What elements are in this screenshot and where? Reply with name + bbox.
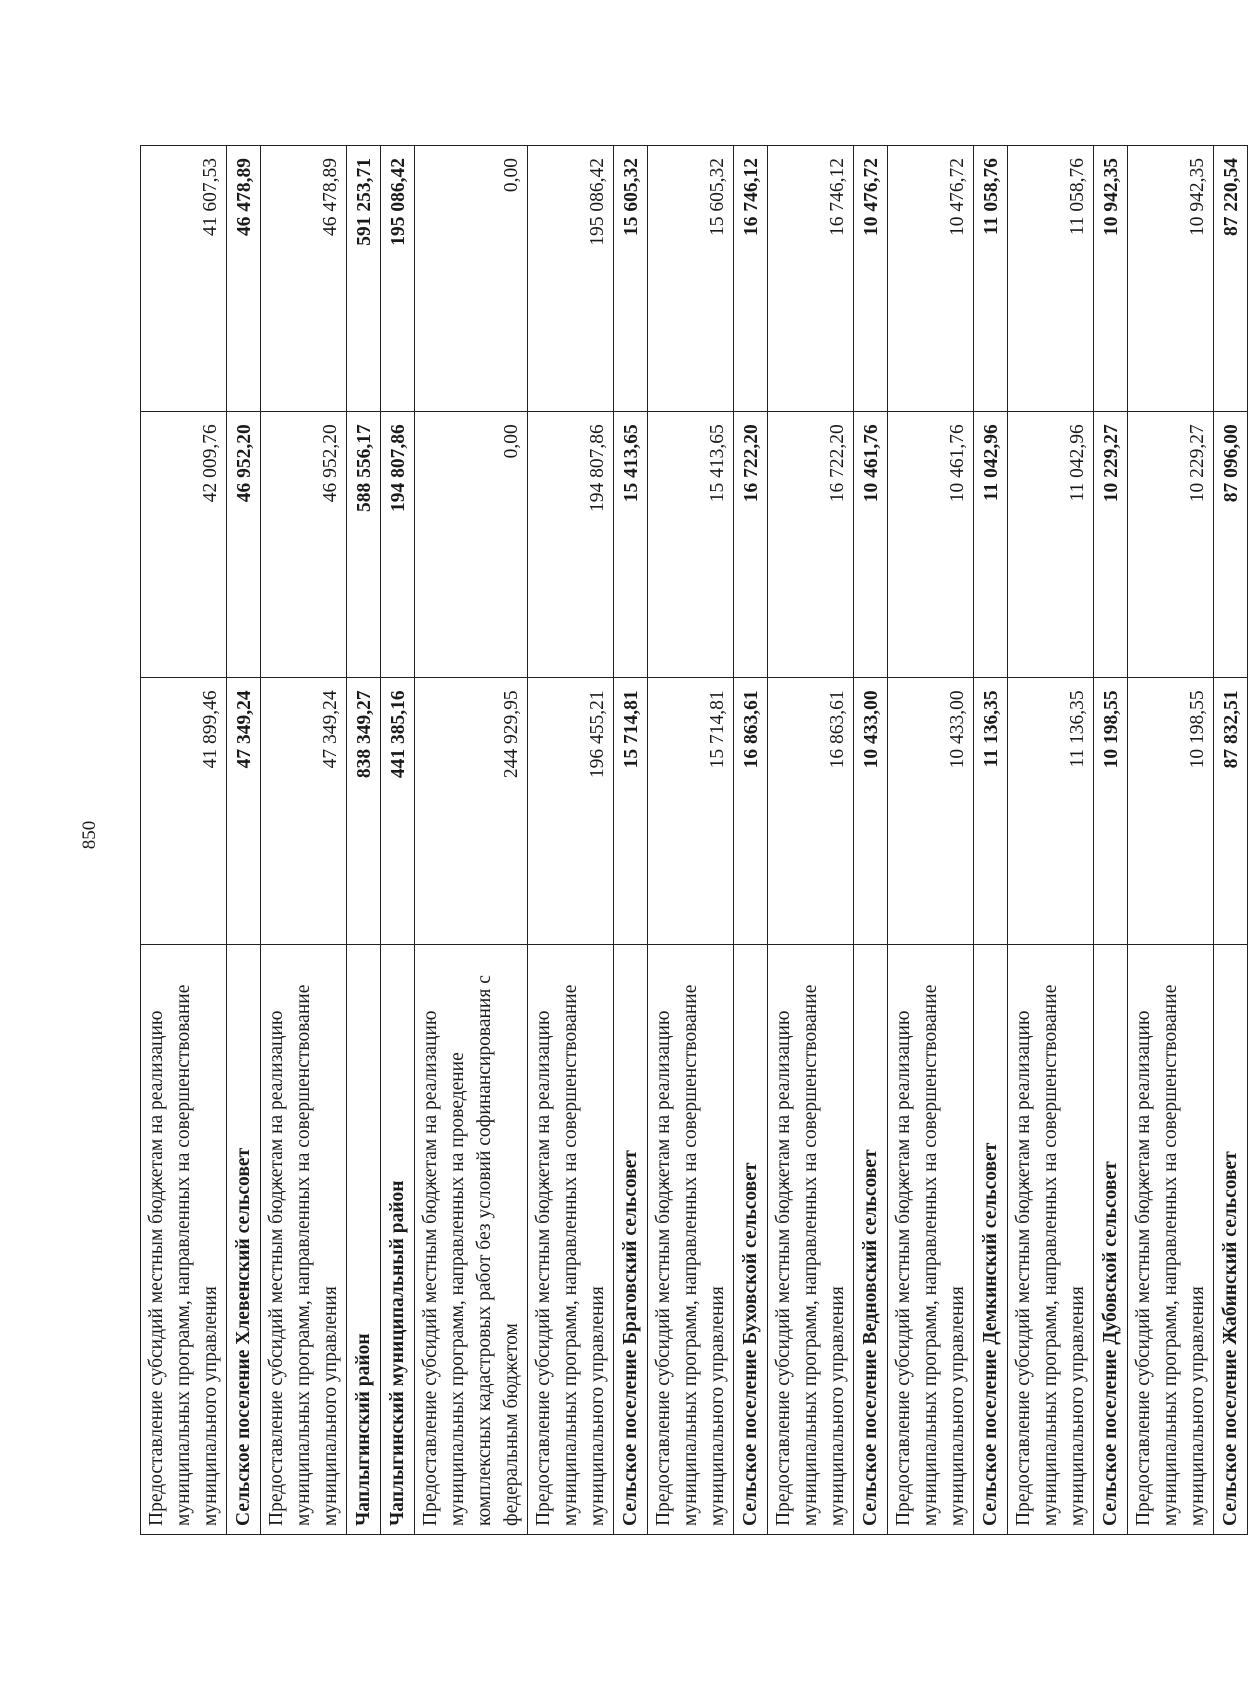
table-row (381, 146, 415, 1535)
table-row (648, 146, 734, 1535)
row-value-2: 87 096,00 (1214, 412, 1248, 678)
table-row (734, 146, 768, 1535)
table-row (614, 146, 648, 1535)
row-value-2: 46 952,20 (227, 412, 261, 678)
row-name: Сельское поселение Ведновский сельсовет (854, 944, 888, 1534)
table-row (528, 146, 614, 1535)
row-value-2: 15 413,65 (648, 412, 734, 678)
row-value-3: 46 478,89 (261, 146, 347, 412)
row-value-1: 16 863,61 (734, 678, 768, 944)
row-value-1: 10 198,55 (1094, 678, 1128, 944)
table-body (141, 146, 1248, 1535)
row-name: Предоставление субсидий местным бюджетам на реализацию муниципальных программ, направленных на совершенствование муниципального управления (141, 944, 227, 1534)
row-value-3: 16 746,12 (768, 146, 854, 412)
row-value-2: 16 722,20 (734, 412, 768, 678)
row-value-1: 838 349,27 (347, 678, 381, 944)
row-value-2: 16 722,20 (768, 412, 854, 678)
table-row (227, 146, 261, 1535)
row-value-2: 194 807,86 (528, 412, 614, 678)
row-name: Сельское поселение Жабинский сельсовет (1214, 944, 1248, 1534)
row-value-2: 11 042,96 (1008, 412, 1094, 678)
row-value-1: 47 349,24 (261, 678, 347, 944)
row-value-3: 195 086,42 (381, 146, 415, 412)
row-value-3: 10 476,72 (854, 146, 888, 412)
row-name: Сельское поселение Дубовской сельсовет (1094, 944, 1128, 1534)
row-name: Предоставление субсидий местным бюджетам на реализацию муниципальных программ, направленных на проведение комплексных кадастровых работ без условий софинансирования с федеральным бюджетом (415, 944, 528, 1534)
row-name: Предоставление субсидий местным бюджетам на реализацию муниципальных программ, направленных на совершенствование муниципального управления (1128, 944, 1214, 1534)
row-value-2: 194 807,86 (381, 412, 415, 678)
row-value-3: 195 086,42 (528, 146, 614, 412)
row-value-1: 15 714,81 (614, 678, 648, 944)
row-value-1: 10 433,00 (888, 678, 974, 944)
table-wrap (140, 145, 1242, 1535)
row-value-2: 588 556,17 (347, 412, 381, 678)
row-name: Сельское поселение Хлевенский сельсовет (227, 944, 261, 1534)
table-row (768, 146, 854, 1535)
row-name: Чаплыгинский муниципальный район (381, 944, 415, 1534)
page-number: 850 (79, 820, 100, 850)
row-value-3: 16 746,12 (734, 146, 768, 412)
row-name: Предоставление субсидий местным бюджетам на реализацию муниципальных программ, направленных на совершенствование муниципального управления (261, 944, 347, 1534)
row-value-1: 10 198,55 (1128, 678, 1214, 944)
rotated-table-container (140, 145, 1242, 1535)
row-value-1: 11 136,35 (1008, 678, 1094, 944)
row-value-3: 10 942,35 (1094, 146, 1128, 412)
table-row (974, 146, 1008, 1535)
row-value-2: 10 229,27 (1128, 412, 1214, 678)
row-name: Предоставление субсидий местным бюджетам на реализацию муниципальных программ, направленных на совершенствование муниципального управления (888, 944, 974, 1534)
row-value-3: 0,00 (415, 146, 528, 412)
row-value-2: 46 952,20 (261, 412, 347, 678)
row-value-2: 0,00 (415, 412, 528, 678)
table-row (1128, 146, 1214, 1535)
table-row (261, 146, 347, 1535)
row-value-3: 15 605,32 (614, 146, 648, 412)
budget-table (140, 145, 1248, 1535)
row-value-3: 11 058,76 (974, 146, 1008, 412)
row-value-2: 11 042,96 (974, 412, 1008, 678)
row-value-3: 10 476,72 (888, 146, 974, 412)
row-value-1: 41 899,46 (141, 678, 227, 944)
table-row (415, 146, 528, 1535)
row-value-1: 11 136,35 (974, 678, 1008, 944)
row-value-1: 87 832,51 (1214, 678, 1248, 944)
table-row (854, 146, 888, 1535)
table-row (888, 146, 974, 1535)
row-value-1: 441 385,16 (381, 678, 415, 944)
row-value-3: 41 607,53 (141, 146, 227, 412)
row-value-3: 87 220,54 (1214, 146, 1248, 412)
table-row (1094, 146, 1128, 1535)
row-value-2: 15 413,65 (614, 412, 648, 678)
row-name: Предоставление субсидий местным бюджетам на реализацию муниципальных программ, направленных на совершенствование муниципального управления (1008, 944, 1094, 1534)
row-value-1: 196 455,21 (528, 678, 614, 944)
row-name: Сельское поселение Демкинский сельсовет (974, 944, 1008, 1534)
row-value-2: 10 461,76 (888, 412, 974, 678)
row-name: Предоставление субсидий местным бюджетам на реализацию муниципальных программ, направленных на совершенствование муниципального управления (528, 944, 614, 1534)
row-name: Предоставление субсидий местным бюджетам на реализацию муниципальных программ, направленных на совершенствование муниципального управления (648, 944, 734, 1534)
row-name: Сельское поселение Браговский сельсовет (614, 944, 648, 1534)
row-value-2: 10 229,27 (1094, 412, 1128, 678)
table-row (1214, 146, 1248, 1535)
row-value-1: 47 349,24 (227, 678, 261, 944)
row-value-2: 10 461,76 (854, 412, 888, 678)
row-value-3: 11 058,76 (1008, 146, 1094, 412)
row-value-1: 16 863,61 (768, 678, 854, 944)
table-row (347, 146, 381, 1535)
row-value-3: 591 253,71 (347, 146, 381, 412)
row-value-3: 46 478,89 (227, 146, 261, 412)
table-row (1008, 146, 1094, 1535)
table-row (141, 146, 227, 1535)
row-value-1: 15 714,81 (648, 678, 734, 944)
row-name: Предоставление субсидий местным бюджетам на реализацию муниципальных программ, направленных на совершенствование муниципального управления (768, 944, 854, 1534)
row-value-3: 10 942,35 (1128, 146, 1214, 412)
row-value-2: 42 009,76 (141, 412, 227, 678)
row-value-3: 15 605,32 (648, 146, 734, 412)
row-value-1: 244 929,95 (415, 678, 528, 944)
row-value-1: 10 433,00 (854, 678, 888, 944)
row-name: Чаплыгинский район (347, 944, 381, 1534)
row-name: Сельское поселение Буховской сельсовет (734, 944, 768, 1534)
